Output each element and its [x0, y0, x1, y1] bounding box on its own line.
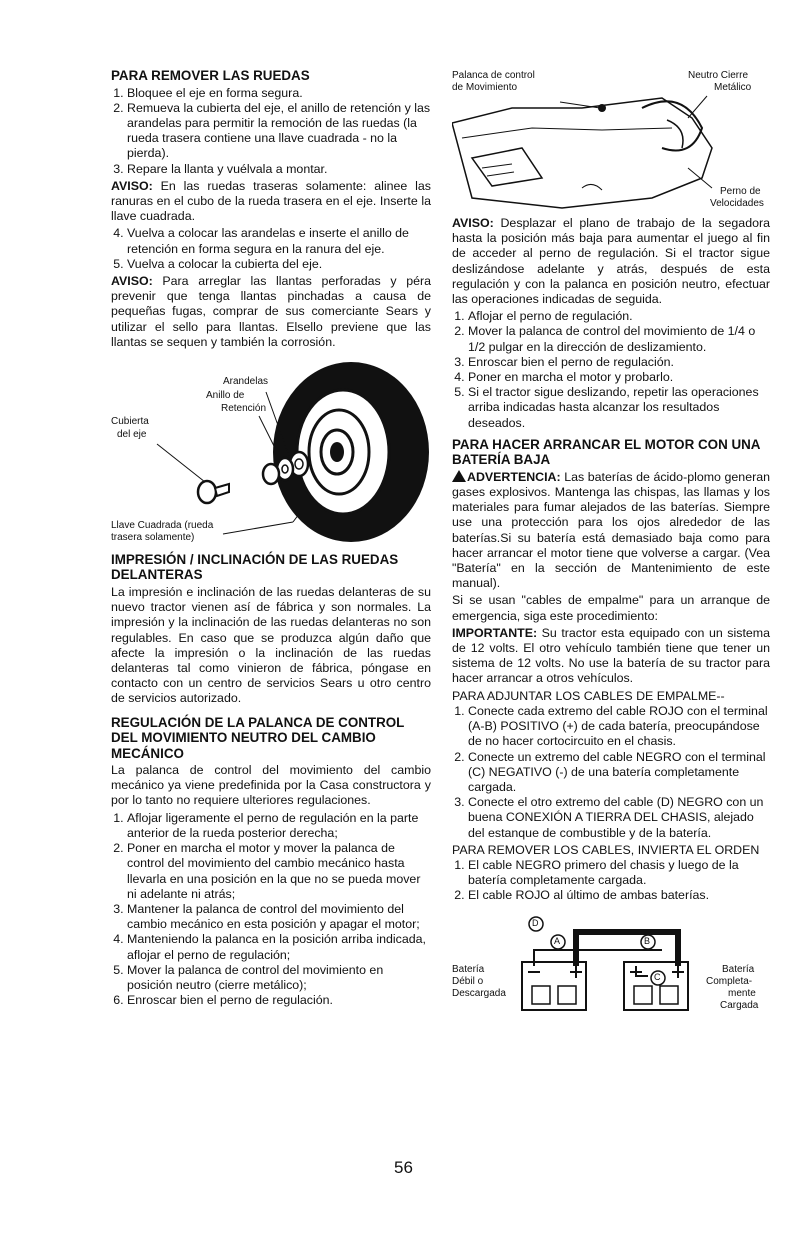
list-item: 5. Vuelva a colocar la cubierta del eje.	[127, 257, 431, 272]
remover-ruedas-steps-2	[111, 226, 431, 272]
label-movimiento: de Movimiento	[452, 82, 518, 93]
control-lever-diagram	[452, 68, 770, 216]
label-palanca: Palanca de control	[452, 70, 535, 81]
terminal-d-label: D	[532, 917, 539, 928]
label-perno: Perno de	[720, 186, 761, 197]
label-bateria-cargada-1: Batería	[722, 963, 755, 975]
label-neutro: Neutro Cierre	[688, 70, 749, 81]
importante-text: Su tractor esta equipado con un sistema de 12 volts. El otro vehículo también tiene que tener un sistema de 12 volts. No use la batería de su tractor para hacer arrancar a otros vehículos.	[452, 625, 770, 686]
cables-paragraph: Si se usan "cables de empalme" para un arranque de emergencia, siga este procedimiento:	[452, 593, 770, 623]
list-item: 2. Remueva la cubierta del eje, el anillo de retención y las arandelas para permitir la remoción de las ruedas (la rueda trasera contiene una llave cuadrada - no la pierda).	[127, 101, 431, 162]
advertencia-paragraph	[452, 470, 770, 592]
label-bateria-debil-1: Batería	[452, 963, 485, 975]
label-del-eje: del eje	[117, 428, 147, 440]
label-bateria-cargada-3: mente	[728, 987, 756, 999]
label-bateria-debil-2: Débil o	[452, 975, 484, 987]
aviso-label: AVISO:	[452, 216, 494, 230]
advertencia-text: Las baterías de ácido-plomo generan gases explosivos. Mantenga las chispas, las llamas y los materiales para fumar alejados de las baterías. Siempre use una protección para los ojos alrededor de las baterías.Si su batería está demasiado baja como para hacer arrancar el motor tiene que volverse a cargar. (Vea "Batería" en la sección de Mantenimiento de este manual).	[452, 469, 770, 591]
wheel-illustration	[111, 352, 431, 544]
list-item: 4. Poner en marcha el motor y probarlo.	[468, 370, 770, 385]
label-bateria-cargada-2: Completa-	[706, 975, 753, 987]
list-item: 3. Mantener la palanca de control del movimiento del cambio mecánico en esta posición y apagar el motor;	[127, 902, 431, 932]
label-llave: Llave Cuadrada (rueda	[111, 519, 214, 531]
aviso-label: AVISO:	[111, 273, 153, 288]
label-metalico: Metálico	[714, 82, 752, 93]
label-anillo: Anillo de	[206, 389, 245, 401]
list-item: 5. Si el tractor sigue deslizando, repetir las operaciones arriba indicadas hasta alcanzar los resultados deseados.	[468, 385, 770, 431]
page-number: 56	[394, 1158, 413, 1177]
list-item: 3. Repare la llanta y vuélvala a montar.	[127, 162, 431, 177]
label-retencion: Retención	[221, 402, 267, 414]
list-item: 2. Mover la palanca de control del movimiento de 1/4 o 1/2 pulgar en la dirección de deslizamiento.	[468, 324, 770, 354]
adjuntar-heading: PARA ADJUNTAR LOS CABLES DE EMPALME--	[452, 688, 725, 703]
warning-icon	[452, 470, 466, 482]
remover-ruedas-steps	[111, 86, 431, 177]
aviso-paragraph	[111, 274, 431, 350]
remover-ruedas-heading: PARA REMOVER LAS RUEDAS	[111, 68, 310, 83]
regulacion-text: La palanca de control del movimiento del cambio mecánico ya viene predefinida por la Casa constructora y por lo tanto no requiere ulteriores regulaciones.	[111, 763, 431, 808]
aviso-paragraph	[452, 216, 770, 307]
label-bateria-debil-3: Descargada	[452, 987, 506, 999]
terminal-a-label: A	[554, 935, 561, 946]
list-item: 4. Manteniendo la palanca en la posición arriba indicada, aflojar el perno de regulación;	[127, 932, 431, 962]
wheel-diagram	[111, 352, 431, 544]
remover-cables-steps	[452, 858, 770, 904]
impresion-heading: IMPRESIÓN / INCLINACIÓN DE LAS RUEDAS DELANTERAS	[111, 551, 399, 583]
list-item: 1. Bloquee el eje en forma segura.	[127, 86, 431, 101]
impresion-text: La impresión e inclinación de las ruedas delanteras de su nuevo tractor vienen así de fábrica y son normales. La impresión y la inclinación de las ruedas delanteras no son regulables. En caso que se produzca algún daño que afecte la impresión o la inclinación de las ruedas delanteras tal como vinieron de fábrica, póngase en contacto con un centro de servicios Sears u otro centro de servicios autorizado.	[111, 584, 431, 706]
label-arandelas: Arandelas	[223, 375, 269, 387]
regulacion-heading: REGULACIÓN DE LA PALANCA DE CONTROL DEL MOVIMIENTO NEUTRO DEL CAMBIO MECÁNICO	[111, 714, 405, 761]
terminal-b-label: B	[644, 935, 651, 946]
remover-cables-heading: PARA REMOVER LOS CABLES, INVIERTA EL ORDEN	[452, 842, 760, 857]
label-velocidades: Velocidades	[710, 198, 764, 209]
arrancar-heading: PARA HACER ARRANCAR EL MOTOR CON UNA BATERÍA BAJA	[452, 436, 760, 468]
list-item: 1. Aflojar el perno de regulación.	[468, 309, 770, 324]
label-bateria-cargada-4: Cargada	[720, 999, 759, 1011]
aviso-text: Desplazar el plano de trabajo de la segadora hasta la posición más baja para aumentar el juego al fin de acceder al perno de regulación. Si el tractor sigue deslizándose adelante y atrás, después de esta regulación y con la palanca en posición neutro, efectuar las operaciones indicadas de seguida.	[452, 216, 770, 307]
list-item: 1. Conecte cada extremo del cable ROJO con el terminal (A-B) POSITIVO (+) de cada batería, preocupándose de no hacer cortocircuito en el chasis.	[468, 704, 770, 750]
neutral-steps	[452, 309, 770, 431]
label-trasera: trasera solamente)	[111, 531, 195, 543]
terminal-c-label: C	[654, 971, 661, 982]
battery-diagram	[452, 910, 770, 1022]
right-column	[452, 68, 770, 1022]
list-item: 4. Vuelva a colocar las arandelas e inserte el anillo de retención en forma segura en la ranura del eje.	[127, 226, 431, 256]
adjuntar-steps	[452, 704, 770, 841]
list-item: 1. Aflojar ligeramente el perno de regulación en la parte anterior de la rueda posterior derecha;	[127, 811, 431, 841]
list-item: 3. Enroscar bien el perno de regulación.	[468, 355, 770, 370]
list-item: 2. El cable ROJO al último de ambas baterías.	[468, 888, 770, 903]
importante-label: IMPORTANTE:	[452, 625, 538, 640]
list-item: 2. Conecte un extremo del cable NEGRO con el terminal (C) NEGATIVO (-) de una batería completamente cargada.	[468, 750, 770, 796]
left-column	[111, 68, 431, 1010]
importante-paragraph	[452, 626, 770, 687]
aviso-paragraph	[111, 179, 431, 225]
aviso-text: Para arreglar las llantas perforadas y péra prevenir que tenga llantas pinchadas a causa de pequeñas fugas, comprar de sus comerciante Sears y utilizar el sello para llantas. Elsello previene que las llantas se sequen y también la corrosión.	[111, 273, 431, 349]
list-item: 2. Poner en marcha el motor y mover la palanca de control del movimiento del cambio mecánico hasta llevarla en una posición en la que no se pueda mover ni adelante ni atrás;	[127, 841, 431, 902]
regulacion-steps	[111, 811, 431, 1009]
list-item: 3. Conecte el otro extremo del cable (D) NEGRO con un buena CONEXIÓN A TIERRA DEL CHASIS, alejado del estanque de combustible y de la batería.	[468, 795, 770, 841]
aviso-label: AVISO:	[111, 178, 153, 193]
advertencia-label: ADVERTENCIA:	[467, 469, 561, 484]
list-item: 1. El cable NEGRO primero del chasis y luego de la batería completamente cargada.	[468, 858, 770, 888]
list-item: 6. Enroscar bien el perno de regulación.	[127, 993, 431, 1008]
aviso-text: En las ruedas traseras solamente: alinee las ranuras en el cubo de la rueda trasera en el eje. Inserte la llave cuadrada.	[111, 178, 431, 224]
label-cubierta: Cubierta	[111, 415, 149, 427]
list-item: 5. Mover la palanca de control del movimiento en posición neutro (cierre metálico);	[127, 963, 431, 993]
